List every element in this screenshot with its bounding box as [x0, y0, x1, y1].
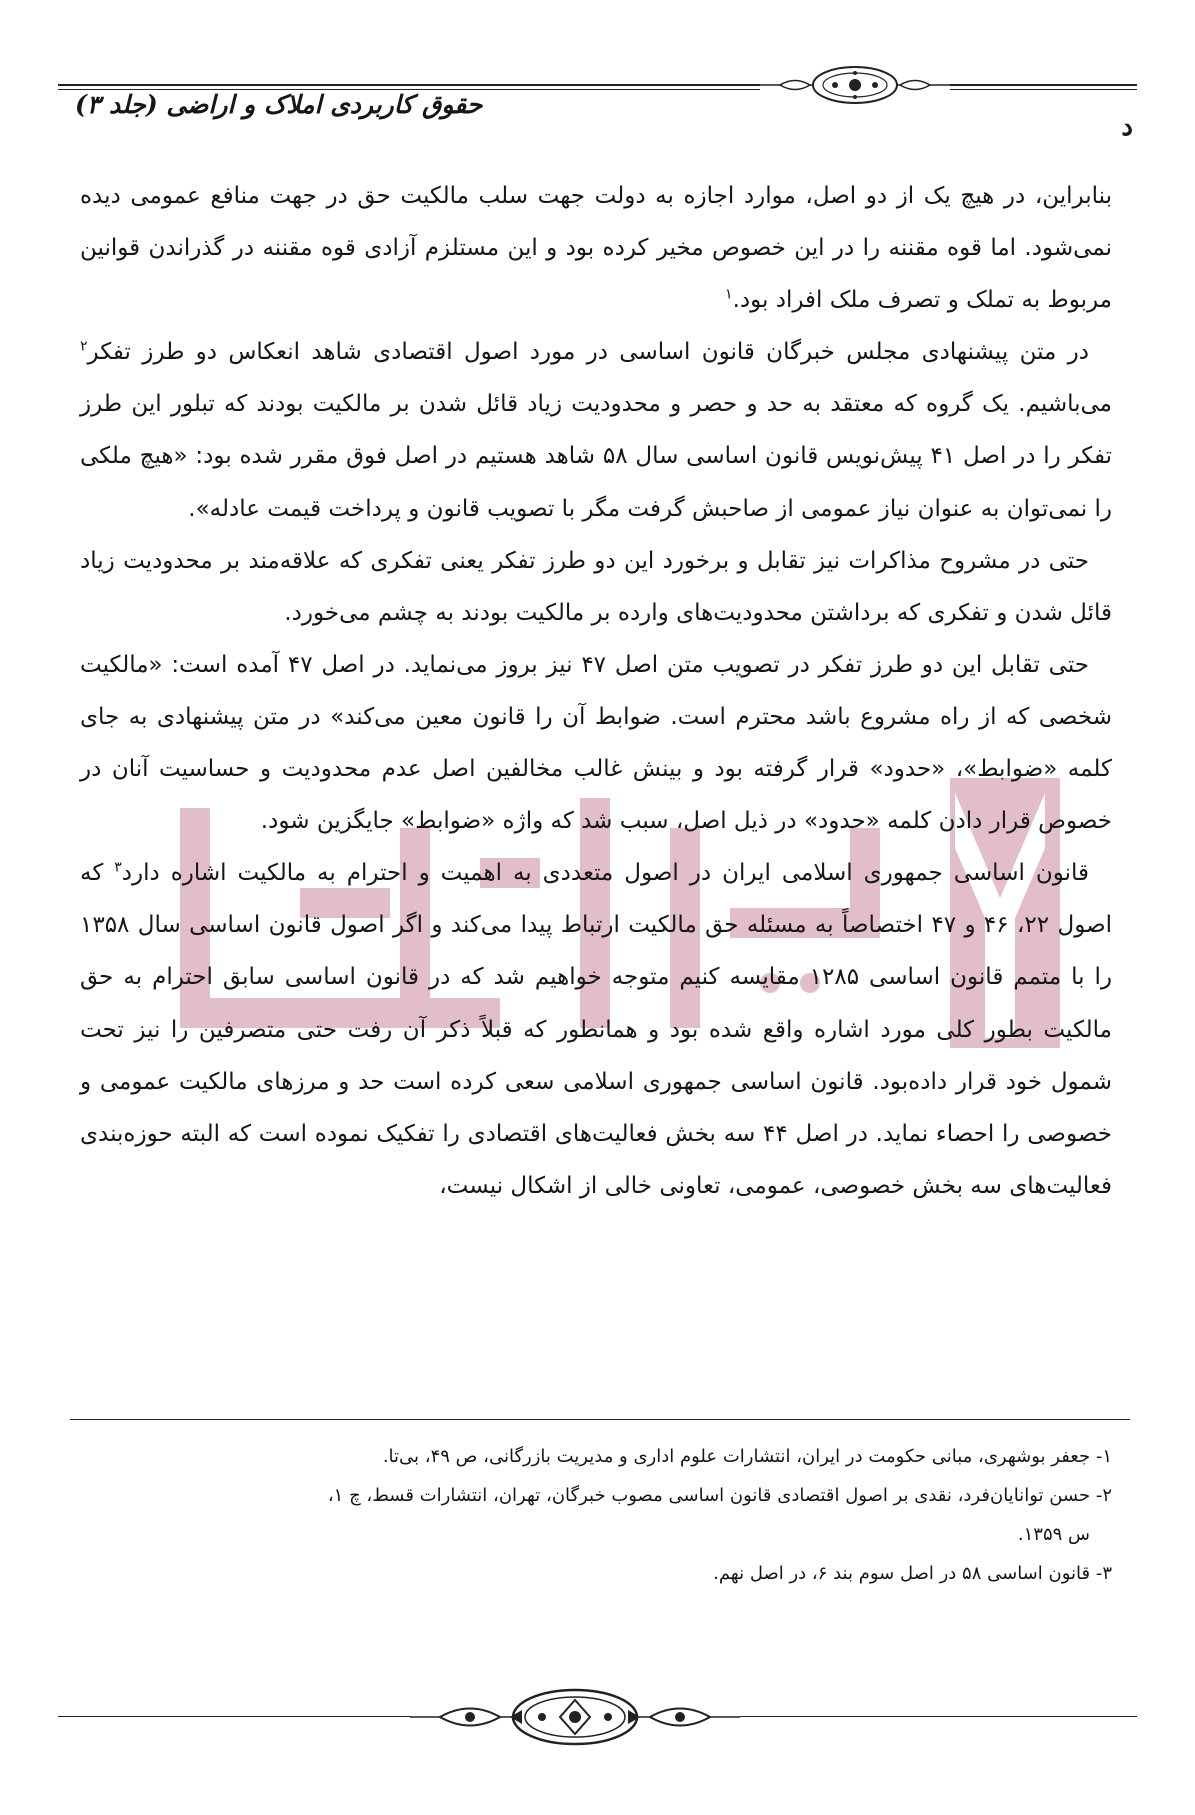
footnote-ref: ۲ — [80, 338, 88, 355]
paragraph — [80, 170, 1112, 326]
paragraph-text: می‌باشیم. یک گروه که معتقد به حد و حصر و محدودیت زیاد قائل شدن بر مالکیت بودند که تبلور این طرز تفکر را در اصل ۴۱ پیش‌نویس قانون اساسی سال ۵۸ شاهد هستیم در اصل فوق مقرر شده بود: «هیچ ملکی را نمی‌توان به عنوان نیاز عمومی از صاحبش گرفت مگر با تصویب قانون و پرداخت قیمت عادله». — [80, 391, 1112, 522]
footnote-1: ۱- جعفر بوشهری، مبانی حکومت در ایران، انتشارات علوم اداری و مدیریت بازرگانی، ص ۴۹، بی‌تا. — [382, 1446, 1112, 1467]
paragraph-text: در متن پیشنهادی مجلس خبرگان قانون اساسی در مورد اصول اقتصادی شاهد انعکاس دو طرز تفکر — [87, 339, 1089, 366]
paragraph — [80, 535, 1112, 639]
footnote-ref: ۳ — [114, 859, 122, 876]
footnote-2-continuation: س ۱۳۵۹. — [1017, 1524, 1090, 1545]
paragraph — [80, 326, 1112, 534]
footnote-2: ۲- حسن توانایان‌فرد، نقدی بر اصول اقتصادی قانون اساسی مصوب خبرگان، تهران، انتشارات قسط، چ ۱، — [327, 1485, 1112, 1506]
paragraph — [80, 847, 1112, 1212]
footnote-3: ۳- قانون اساسی ۵۸ در اصل سوم بند ۶، در اصل نهم. — [713, 1563, 1112, 1584]
header-ornament-icon — [760, 62, 950, 110]
paragraph-text: بنابراین، در هیچ یک از دو اصل، موارد اجازه به دولت جهت سلب مالکیت حق در جهت منافع عمومی دیده نمی‌شود. اما قوه مقننه را در این خصوص مخیر کرده بود و این مستلزم آزادی قوه مقننه در گذراندن قوانین مربوط به تملک و تصرف ملک افراد بود. — [80, 183, 1112, 314]
body-text — [80, 170, 1112, 1212]
paragraph-text: حتی در مشروح مذاکرات نیز تقابل و برخورد این دو طرز تفکر یعنی تفکری که علاقه‌مند بر محدودیت زیاد قائل شدن و تفکری که برداشتن محدودیت‌های وارده بر مالکیت بودند به چشم می‌خورد. — [80, 547, 1112, 626]
paragraph-text: حتی تقابل این دو طرز تفکر در تصویب متن اصل ۴۷ نیز بروز می‌نماید. در اصل ۴۷ آمده است: «مالکیت شخصی که از راه مشروع باشد محترم است. ضوابط آن را قانون معین می‌کند» در متن پیشنهادی به جای کلمه «ضوابط»، «حدود» قرار گرفته بود و بینش غالب مخالفین اصل عدم محدودیت و حساسیت آنان در خصوص قرار دادن کلمه «حدود» در ذیل اصل، سبب شد که واژه «ضوابط» جایگزین شود. — [80, 651, 1112, 835]
running-title: حقوق کاربردی املاک و اراضی (جلد ۳) — [75, 90, 483, 119]
paragraph-text: که اصول ۲۲، ۴۶ و ۴۷ اختصاصاً به مسئله حق مالکیت ارتباط پیدا می‌کند و اگر اصول قانون اساسی سال ۱۳۵۸ را با متمم قانون اساسی ۱۲۸۵ مقایسه کنیم متوجه خواهیم شد که در قانون اساسی سابق احترام به حق مالکیت بطور کلی مورد اشاره واقع شده بود و همانطور که قبلاً ذکر آن رفت حتی متصرفین را نیز تحت شمول خود قرار داده‌بود. قانون اساسی جمهوری اسلامی سعی کرده است حد و مرزهای مالکیت عمومی و خصوصی را احصاء نماید. در اصل ۴۴ سه بخش فعالیت‌های اقتصادی را تفکیک نموده است که البته حوزه‌بندی فعالیت‌های سه بخش خصوصی، عمومی، تعاونی خالی از اشکال نیست، — [80, 860, 1113, 1199]
header-rule — [58, 84, 1137, 86]
paragraph — [80, 639, 1112, 847]
footnotes — [80, 1437, 1112, 1593]
paragraph-text: قانون اساسی جمهوری اسلامی ایران در اصول متعددی به اهمیت و احترام به مالکیت اشاره دارد — [121, 860, 1089, 887]
page-number: د — [1121, 112, 1133, 142]
footer-ornament-icon — [410, 1686, 740, 1748]
footnote-rule — [70, 1419, 1130, 1420]
footnote-ref: ۱ — [725, 286, 733, 303]
